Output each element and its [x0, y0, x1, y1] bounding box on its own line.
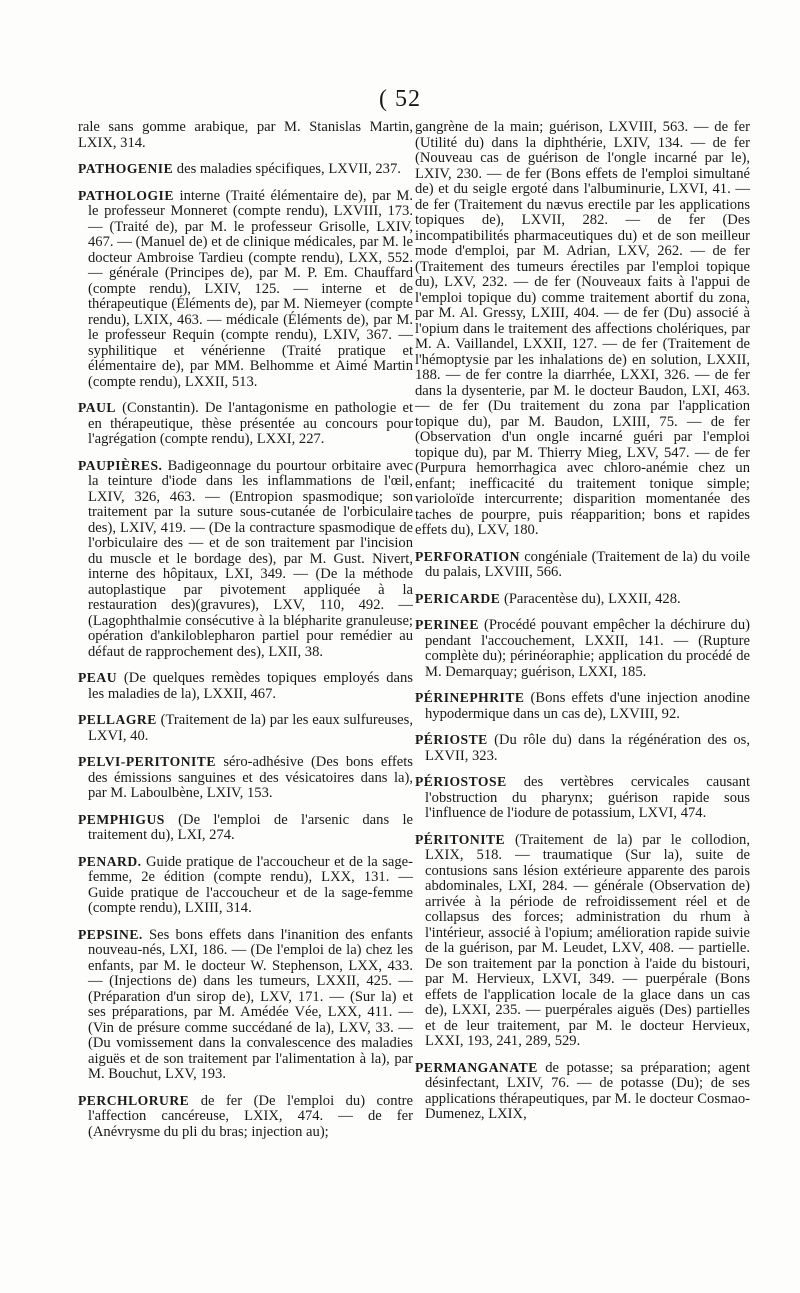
entry-text: (Traitement de la) par les eaux sulfureuses, LXVI, 40.: [88, 712, 413, 744]
entry-headword: PERCHLORURE: [78, 1092, 190, 1108]
index-entry: [415, 690, 750, 722]
entry-text: gangrène de la main; guérison, LXVIII, 563. — de fer (Utilité du) dans la diphthérie, LXIV, 134. — de fer (Nouveau cas de guérison de l'ongle incarné par le), LXIV, 230. — de fer (Bons effets de l'emploi simultané de) et du seigle ergoté dans l'albuminurie, LXVI, 41. — de fer (Traitement du nævus erectile par les applications topiques de), LXVII, 282. — de fer (Des incompatibilités pharmaceutiques du) et de son meilleur mode d'emploi, par M. Adrian, LXV, 262. — de fer (Traitement des tumeurs érectiles par l'emploi topique du), LXV, 232. — de fer (Nouveaux faits à l'appui de l'emploi topique du) comme traitement abortif du zona, par M. Al. Gressy, LXIII, 404. — de fer (Du) associé à l'opium dans le traitement des affections cholériques, par M. A. Vaillandel, LXXII, 127. — de fer (Traitement de l'hémoptysie par les inhalations de) en solution, LXXII, 188. — de fer contre la diarrhée, LXXI, 326. — de fer dans la dysenterie, par M. le docteur Baudon, LXI, 463. — de fer (Du traitement du zona par l'application topique du), par M. Baudon, LXIII, 75. — de fer (Observation d'un ongle incarné guéri par l'emploi topique du), par M. Thierry Mieg, LXV, 547. — de fer (Purpura hemorrhagica avec chloro-anémie chez un enfant; inefficacité du traitement tonique simple; variolоïde intercurrente; disparition momentanée des taches de pourpre, puis réapparition; bons et rapides effets du), LXV, 180.: [415, 119, 750, 538]
entry-headword: PERINEE: [415, 617, 479, 632]
index-entry: [78, 854, 413, 917]
index-entry: [415, 549, 750, 581]
page-number: ( 52: [379, 86, 421, 112]
index-entry: [78, 927, 413, 1083]
left-column: [78, 120, 413, 1150]
entry-text: de fer (De l'emploi du) contre l'affection cancéreuse, LXIX, 474. — de fer (Anévrysme du pli du bras; injection au);: [88, 1092, 413, 1140]
entry-headword: PELLAGRE: [78, 712, 157, 727]
entry-text: (Bons effets d'une injection anodine hypodermique dans un cas de), LXVIII, 92.: [425, 690, 750, 722]
entry-headword: PATHOLOGIE: [78, 187, 174, 203]
entry-text: (Du rôle du) dans la régénération des os, LXVII, 323.: [425, 732, 750, 764]
entry-headword: PÉRITONITE: [415, 831, 506, 847]
entry-text: de potasse; sa préparation; agent désinfectant, LXIV, 76. — de potasse (Du); de ses applications thérapeutiques, par M. le docteur Cosmao-Dumenez, LXIX,: [425, 1059, 750, 1122]
index-entry: [78, 754, 413, 802]
entry-headword: PERFORATION: [415, 548, 520, 564]
index-entry: [415, 120, 750, 539]
entry-text: (Constantin). De l'antagonisme en pathologie et en thérapeutique, thèse présentée au concours pour l'agrégation (compte rendu), LXXI, 227.: [88, 400, 413, 447]
index-entry: [78, 400, 413, 448]
entry-headword: PEAU: [78, 670, 118, 685]
entry-headword: PÉRIOSTE: [415, 732, 488, 747]
entry-text: (De quelques remèdes topiques employés dans les maladies de la), LXXII, 467.: [88, 670, 413, 702]
right-column: [415, 120, 750, 1133]
entry-text: congéniale (Traitement de la) du voile du palais, LXVIII, 566.: [425, 548, 750, 580]
index-entry: [78, 670, 413, 702]
entry-text: Guide pratique de l'accoucheur et de la sage-femme, 2e édition (compte rendu), LXX, 131. — Guide pratique de l'accoucheur et de la sage-femme (compte rendu), LXIII, 314.: [88, 853, 413, 916]
index-entry: [78, 1093, 413, 1141]
index-entry: [415, 1060, 750, 1123]
entry-headword: PAUL: [78, 400, 116, 415]
entry-text: (Traitement de la) par le collodion, LXIX, 518. — traumatique (Sur la), suite de contusions sans lésion extérieure apparente des parois abdominales, LXI, 284. — générale (Observation de) arrivée à la période de refroidissement réel et de collapsus des forces; administration du rhum à l'intérieur, associé à l'opium; amélioration rapide suivie de la guérison, par M. Leudet, LXV, 408. — partielle. De son traitement par la ponction à l'aide du bistouri, par M. Hervieux, LXVI, 349. — puerpérale (Bons effets de l'application locale de la glace dans un cas de), LXXI, 235. — puerpérales aiguës (Des) partielles et de leur traitement, par M. le docteur Hervieux, LXXI, 193, 241, 289, 529.: [425, 831, 750, 1049]
entry-text: des maladies spécifiques, LXVII, 237.: [173, 161, 401, 177]
entry-text: rale sans gomme arabique, par M. Stanislas Martin, LXIX, 314.: [78, 119, 413, 151]
entry-text: (Procédé pouvant empêcher la déchirure du) pendant l'accouchement, LXXII, 141. — (Rupture complète du); périnéoraphie; application du procédé de M. Demarquay; guérison, LXXI, 185.: [425, 617, 750, 680]
entry-headword: PÉRINEPHRITE: [415, 690, 525, 705]
entry-headword: PATHOGENIE: [78, 161, 174, 176]
entry-text: Ses bons effets dans l'inanition des enfants nouveau-nés, LXI, 186. — (De l'emploi de la) chez les enfants, par M. le docteur W. Stephenson, LXX, 433. — (Injections de) dans les tumeurs, LXXII, 425. — (Préparation d'un sirop de), LXV, 171. — (Sur la) et ses préparations, par M. Amédée Vée, LXX, 411. — (Vin de présure comme succédané de la), LXV, 33. — (Du vomissement dans la convalescence des maladies aiguës et de son traitement par l'alimentation à la), par M. Bouchut, LXV, 193.: [88, 926, 413, 1082]
index-entry: [415, 617, 750, 680]
entry-text: Badigeonnage du pourtour orbitaire avec la teinture d'iode dans les inflammations de l'œil, LXIV, 326, 463. — (Entropion spasmodique; son traitement par la suture sous-cutanée de l'orbiculaire des), LXIV, 419. — (De la contracture spasmodique de l'orbiculaire des — et de son traitement par l'incision du muscle et le bordage des), par M. Gust. Nivert, interne des hôpitaux, LXI, 349. — (De la méthode autoplastique par pivotement appliquée à la restauration des)(gravures), LXV, 110, 492. — (Lagophthalmie consécutive à la blépharite granuleuse; opération d'ankiloblepharon partiel pour remédier au défaut de rapprochement des), LXII, 38.: [88, 457, 413, 660]
entry-headword: PERICARDE: [415, 590, 501, 606]
entry-headword: PEMPHIGUS: [78, 811, 165, 827]
index-entry: [78, 712, 413, 744]
entry-headword: PERMANGANATE: [415, 1059, 538, 1075]
entry-text: des vertèbres cervicales causant l'obstruction du pharynx; guérison rapide sous l'influence de l'iodure de potassium, LXVI, 474.: [425, 774, 750, 821]
entry-text: (De l'emploi de l'arsenic dans le traitement du), LXI, 274.: [88, 811, 413, 843]
entry-headword: PÉRIOSTOSE: [415, 774, 507, 789]
entry-text: (Paracentèse du), LXXII, 428.: [500, 590, 681, 607]
entry-headword: PENARD.: [78, 853, 142, 869]
index-entry: [78, 188, 413, 391]
entry-headword: PEPSINE.: [78, 926, 143, 942]
index-entry: [78, 812, 413, 844]
index-entry: [78, 458, 413, 661]
entry-text: séro-adhésive (Des bons effets des émissions sanguines et des vésicatoires dans la), par M. Laboulbène, LXIV, 153.: [88, 754, 413, 801]
entry-headword: PELVI-PERITONITE: [78, 754, 216, 769]
index-entry: [415, 732, 750, 764]
index-entry: [415, 774, 750, 822]
index-entry: [78, 120, 413, 151]
index-entry: [78, 161, 413, 178]
entry-text: interne (Traité élémentaire de), par M. le professeur Monneret (compte rendu), LXVIII, 173. — (Traité de), par M. le professeur Grisolle, LXIV, 467. — (Manuel de) et de clinique médicales, par M. le docteur Ambroise Tardieu (compte rendu), LXX, 552. — générale (Principes de), par M. P. Em. Chauffard (compte rendu), LXIV, 125. — interne et de thérapeutique (Éléments de), par M. Niemeyer (compte rendu), LXIX, 463. — médicale (Éléments de), par M. le professeur Requin (compte rendu), LXIV, 367. — syphilitique et vénérienne (Traité pratique et élémentaire de), par MM. Belhomme et Aimé Martin (compte rendu), LXXII, 513.: [88, 187, 413, 390]
index-entry: [415, 832, 750, 1050]
entry-headword: PAUPIÈRES.: [78, 457, 163, 473]
index-entry: [415, 591, 750, 608]
